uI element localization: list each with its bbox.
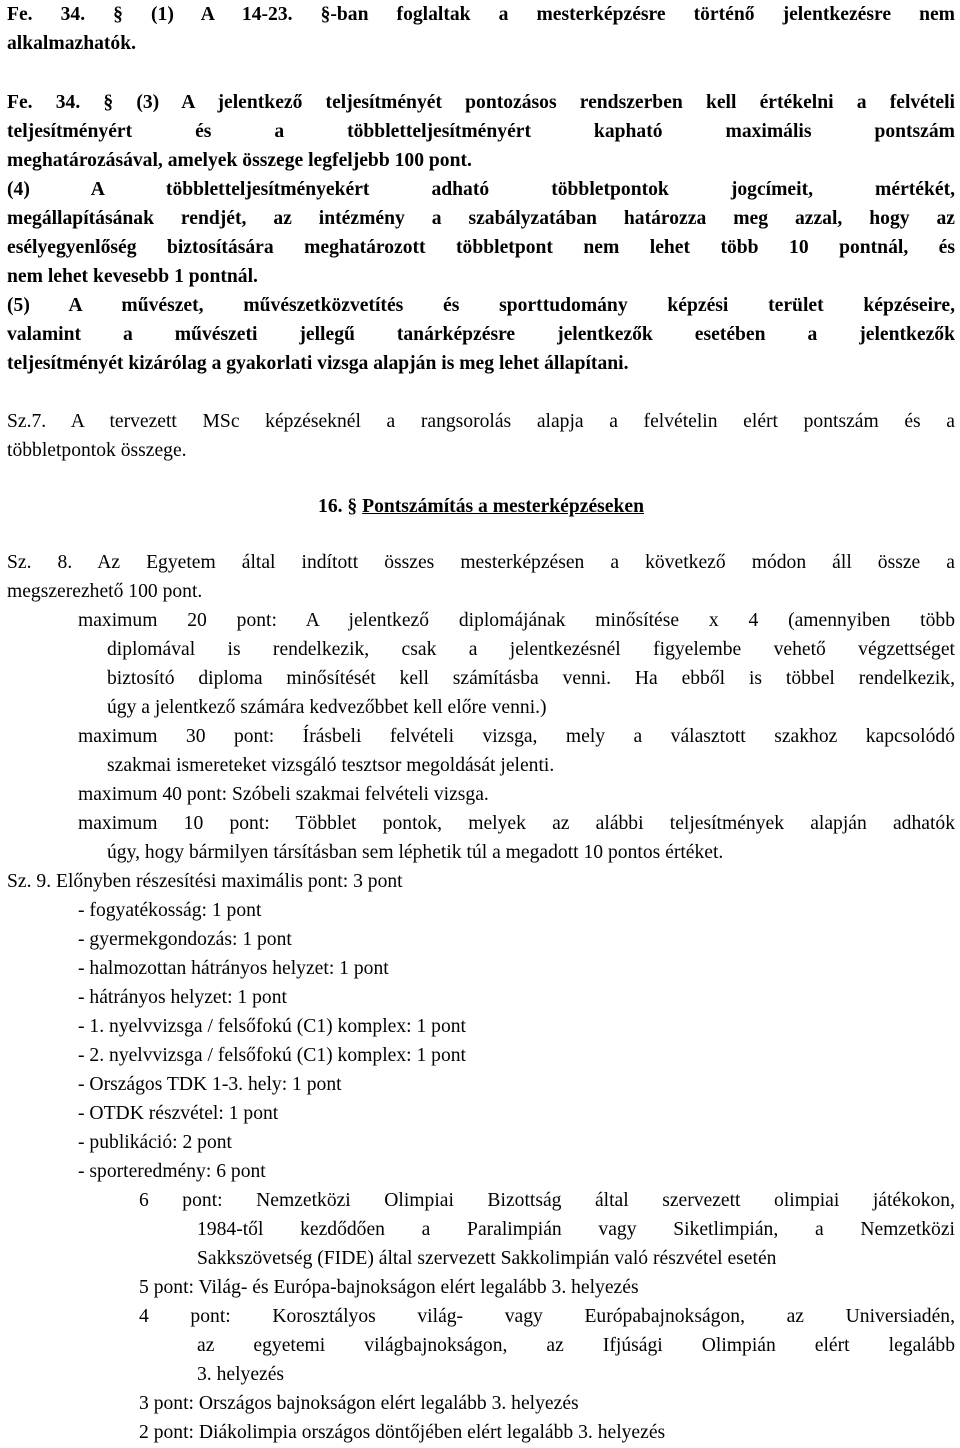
list-item: - sporteredmény: 6 pont [78,1161,266,1182]
fe34-3-line-3: meghatározásával, amelyek összege legfeljebb 100 pont. [7,150,472,171]
sport6-line-3: Sakkszövetség (FIDE) által szervezett Sakkolimpián való részvétel esetén [197,1248,777,1269]
fe34-4-line-1: (4) A többletteljesítményekért adható többletpontok jogcímeit, mértékét, [7,179,955,200]
fe34-4-line-4: nem lehet kevesebb 1 pontnál. [7,266,258,287]
max10-line-2: úgy, hogy bármilyen társításban sem léphetik túl a megadott 10 pontos értéket. [107,842,724,863]
list-item: - hátrányos helyzet: 1 pont [78,987,287,1008]
heading-number: 16. § [318,496,358,517]
list-item: - halmozottan hátrányos helyzet: 1 pont [78,958,389,979]
list-item: - Országos TDK 1-3. hely: 1 pont [78,1074,342,1095]
sport4-line-2: az egyetemi világbajnokságon, az Ifjúsági Olimpián elért legalább [197,1335,955,1356]
max20-line-2: diplomával is rendelkezik, csak a jelentkezésnél figyelembe vehető végzettséget [107,639,955,660]
sport4-line-3: 3. helyezés [197,1364,285,1385]
sport5-line: 5 pont: Világ- és Európa-bajnokságon elért legalább 3. helyezés [139,1277,639,1298]
fe34-3-line-1: Fe. 34. § (3) A jelentkező teljesítményét pontozásos rendszerben kell értékelni a felvételi [7,92,955,113]
max20-line-3: biztosító diploma minősítését kell számításba venni. Ha ebből is többel rendelkezik, [107,668,955,689]
list-item: - publikáció: 2 pont [78,1132,233,1153]
fe34-1-line-1: Fe. 34. § (1) A 14-23. §-ban foglaltak a mesterképzésre történő jelentkezésre nem [7,4,955,25]
sport3-line: 3 pont: Országos bajnokságon elért legalább 3. helyezés [139,1393,579,1414]
list-item: - OTDK részvétel: 1 pont [78,1103,279,1124]
sport2-line: 2 pont: Diákolimpia országos döntőjében elért legalább 3. helyezés [139,1422,666,1443]
max30-line-2: szakmai ismereteket vizsgáló tesztsor megoldását jelenti. [107,755,555,776]
fe34-5-line-2: valamint a művészeti jellegű tanárképzésre jelentkezők esetében a jelentkezők [7,324,955,345]
list-item: - fogyatékosság: 1 pont [78,900,262,921]
list-item: - 1. nyelvvizsga / felsőfokú (C1) komplex: 1 pont [78,1016,467,1037]
fe34-5-line-1: (5) A művészet, művészetközvetítés és sporttudomány képzési terület képzéseire, [7,295,955,316]
list-item: - gyermekgondozás: 1 pont [78,929,292,950]
heading-title: Pontszámítás a mesterképzéseken [362,496,644,517]
sport6-line-2: 1984-től kezdődően a Paralimpián vagy Siketlimpián, a Nemzetközi [197,1219,955,1240]
fe34-4-line-3: esélyegyenlőség biztosítására meghatározott többletpont nem lehet több 10 pontnál, és [7,237,955,258]
fe34-3-line-2: teljesítményért és a többletteljesítményért kapható maximális pontszám [7,121,955,142]
max40-line: maximum 40 pont: Szóbeli szakmai felvételi vizsga. [78,784,489,805]
max30-line-1: maximum 30 pont: Írásbeli felvételi vizsga, mely a választott szakhoz kapcsolódó [78,726,955,747]
sz9-line: Sz. 9. Előnyben részesítési maximális pont: 3 pont [7,871,403,892]
sport6-line-1: 6 pont: Nemzetközi Olimpiai Bizottság által szervezett olimpiai játékokon, [139,1190,955,1211]
fe34-1-line-2: alkalmazhatók. [7,33,137,54]
fe34-5-line-3: teljesítményét kizárólag a gyakorlati vizsga alapján is meg lehet állapítani. [7,353,629,374]
max20-line-1: maximum 20 pont: A jelentkező diplomájának minősítése x 4 (amennyiben több [78,610,955,631]
max20-line-4: úgy a jelentkező számára kedvezőbbet kell előre venni.) [107,697,547,718]
sz8-line-2: megszerezhető 100 pont. [7,581,203,602]
section-heading [7,492,955,521]
sz8-line-1: Sz. 8. Az Egyetem által indított összes mesterképzésen a következő módon áll össze a [7,552,955,573]
fe34-4-line-2: megállapításának rendjét, az intézmény a szabályzatában határozza meg azzal, hogy az [7,208,955,229]
sz7-line-2: többletpontok összege. [7,440,187,461]
sz7-line-1: Sz.7. A tervezett MSc képzéseknél a rangsorolás alapja a felvételin elért pontszám és a [7,411,955,432]
max10-line-1: maximum 10 pont: Többlet pontok, melyek az alábbi teljesítmények alapján adhatók [78,813,955,834]
sport4-line-1: 4 pont: Korosztályos világ- vagy Európabajnokságon, az Universiadén, [139,1306,955,1327]
list-item: - 2. nyelvvizsga / felsőfokú (C1) komplex: 1 pont [78,1045,467,1066]
